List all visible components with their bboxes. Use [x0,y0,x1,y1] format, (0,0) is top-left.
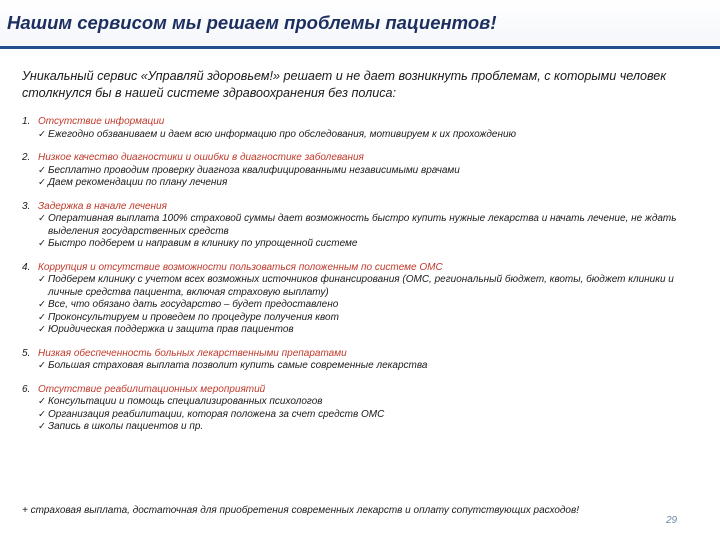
checkmark-icon: ✓ [38,274,46,285]
solution-item [22,324,707,337]
problem-number: 3. [22,200,31,212]
problem-heading [22,262,707,275]
problem-number: 2. [22,152,31,163]
problem-number: 4. [22,261,31,273]
solution-text: Быстро подберем и направим в клинику по упрощенной системе [48,238,358,249]
solution-text: Ежегодно обзваниваем и даем всю информацию про обследования, мотивируем к их прохождению [48,128,517,140]
checkmark-icon: ✓ [38,238,46,249]
solution-text: Запись в школы пациентов и пр. [48,421,204,432]
checkmark-icon: ✓ [38,164,46,176]
solution-item [22,274,707,299]
solution-text: Оперативная выплата 100% страховой суммы дает возможность быстро купить нужные лекарства и начать лечение, не ждать выделения государственных средств [48,213,677,237]
checkmark-icon: ✓ [38,128,46,140]
solution-text: Даем рекомендации по плану лечения [48,177,228,188]
problem-title: Задержка в начале лечения [38,200,167,212]
problem-heading [22,152,707,165]
solution-text: Большая страховая выплата позволит купить самые современные лекарства [48,360,428,371]
solution-item [22,213,707,238]
checkmark-icon: ✓ [38,311,46,323]
solution-item [22,238,707,251]
problem-heading [22,348,707,361]
solution-text: Консультации и помощь специализированных психологов [48,396,323,407]
problem-number: 5. [22,347,31,359]
solution-item [22,396,707,409]
intro-text: Уникальный сервис «Управляй здоровьем!» решает и не дает возникнуть проблемам, с которыми человек столкнулся бы в нашей системе здравоохранения без полиса: [22,69,667,100]
problem-title: Коррупция и отсутствие возможности пользоваться положенным по системе ОМС [38,261,443,273]
solution-item [22,165,707,178]
solution-text: Подберем клинику с учетом всех возможных источников финансирования (ОМС, региональный бюджет, квоты, бюджет клиники и личные средства пациента, включая страховую выплату) [48,274,674,298]
checkmark-icon: ✓ [38,396,46,407]
checkmark-icon: ✓ [38,324,46,335]
problem-title: Низкое качество диагностики и ошибки в диагностике заболевания [38,152,364,163]
checkmark-icon: ✓ [38,408,46,420]
title-bar [0,0,720,49]
problem-item [22,348,707,373]
problem-item [22,152,707,190]
checkmark-icon: ✓ [38,299,46,310]
page-title: Нашим сервисом мы решаем проблемы пациентов! [7,12,497,33]
solution-text: Проконсультируем и проведем по процедуре получения квот [48,311,339,323]
solution-item [22,409,707,422]
solution-text: Юридическая поддержка и защита прав пациентов [48,324,294,335]
checkmark-icon: ✓ [38,213,46,224]
solution-text: Бесплатно проводим проверку диагноза квалифицированными независимыми врачами [48,164,460,176]
checkmark-icon: ✓ [38,360,46,371]
problem-number: 6. [22,383,31,395]
problem-heading [22,201,707,214]
solution-item [22,299,707,312]
problem-heading [22,384,707,397]
problem-item [22,384,707,434]
checkmark-icon: ✓ [38,177,46,188]
problem-list [22,116,707,445]
page-number: 29 [666,515,678,526]
problem-title: Отсутствие информации [38,116,165,127]
problem-item [22,116,707,141]
problem-item [22,262,707,337]
problem-title: Низкая обеспеченность больных лекарственными препаратами [38,347,347,359]
problem-title: Отсутствие реабилитационных мероприятий [38,383,266,395]
solution-item [22,360,707,373]
problem-item [22,201,707,251]
solution-item [22,312,707,325]
problem-number: 1. [22,116,31,127]
solution-item [22,129,707,142]
footer-note: + страховая выплата, достаточная для приобретения современных лекарств и оплату сопутствующих расходов! [22,505,579,516]
checkmark-icon: ✓ [38,421,46,432]
problem-heading [22,116,707,129]
solution-text: Организация реабилитации, которая положена за счет средств ОМС [48,408,385,420]
solution-item [22,421,707,434]
solution-text: Все, что обязано дать государство – будет предоставлено [48,299,339,310]
solution-item [22,177,707,190]
